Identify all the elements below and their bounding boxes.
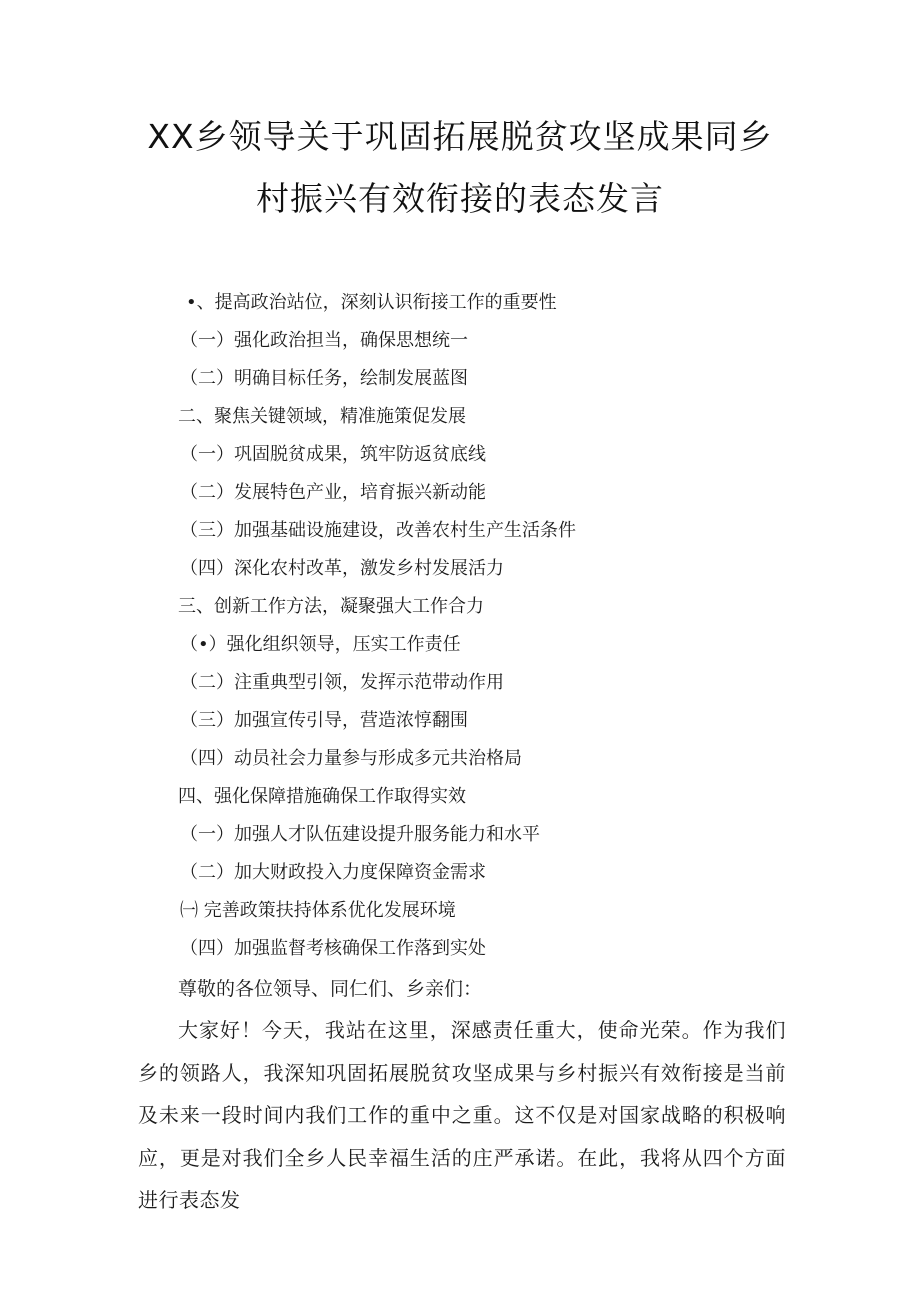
speech-greeting: 尊敬的各位领导、同仁们、乡亲们：: [178, 978, 483, 1000]
outline-section-3: 三、创新工作方法，凝聚强大工作合力: [178, 596, 484, 617]
outline-item-2-3: （三）加强基础设施建设，改善农村生产生活条件: [180, 520, 576, 541]
outline-section-2: 二、聚焦关键领域，精准施策促发展: [178, 406, 466, 427]
outline-item-3-1: （•）强化组织领导，压实工作责任: [180, 634, 461, 655]
outline-item-4-4: （四）加强监督考核确保工作落到实处: [180, 938, 486, 959]
outline-item-3-2: （二）注重典型引领，发挥示范带动作用: [180, 672, 504, 693]
document-title: [0, 106, 920, 230]
speech-paragraph: 大家好！今天，我站在这里，深感责任重大，使命光荣。作为我们乡的领路人，我深知巩固拓展脱贫攻坚成果与乡村振兴有效衔接是当前及未来一段时间内我们工作的重中之重。这不仅是对国家战略的积极响应，更是对我们全乡人民幸福生活的庄严承诺。在此，我将从四个方面进行表态发: [138, 1018, 786, 1212]
outline-item-2-4: （四）深化农村改革，激发乡村发展活力: [180, 558, 504, 579]
outline-item-3-3: （三）加强宣传引导，营造浓惇翻围: [180, 710, 468, 731]
outline-item-1-2: （二）明确目标任务，绘制发展蓝图: [180, 368, 468, 389]
outline-section-1: •、提高政治站位，深刻认识衔接工作的重要性: [186, 292, 557, 313]
outline-item-2-1: （一）巩固脱贫成果，筑牢防返贫底线: [180, 444, 486, 465]
outline-item-4-1: （一）加强人才队伍建设提升服务能力和水平: [180, 824, 540, 845]
outline-item-4-3: ㈠ 完善政策扶持体系优化发展环境: [180, 900, 456, 921]
outline-list: [174, 284, 814, 968]
outline-item-2-2: （二）发展特色产业，培育振兴新动能: [180, 482, 486, 503]
outline-item-3-4: （四）动员社会力量参与形成多元共治格局: [180, 748, 522, 769]
outline-section-4: 四、强化保障措施确保工作取得实效: [178, 786, 466, 807]
outline-item-4-2: （二）加大财政投入力度保障资金需求: [180, 862, 486, 883]
title-line-2: 村振兴有效衔接的表态发言: [256, 179, 664, 218]
title-line-1: XX乡领导关于巩固拓展脱贫攻坚成果同乡: [147, 117, 773, 156]
outline-item-1-1: （一）强化政治担当，确保思想统一: [180, 330, 468, 351]
